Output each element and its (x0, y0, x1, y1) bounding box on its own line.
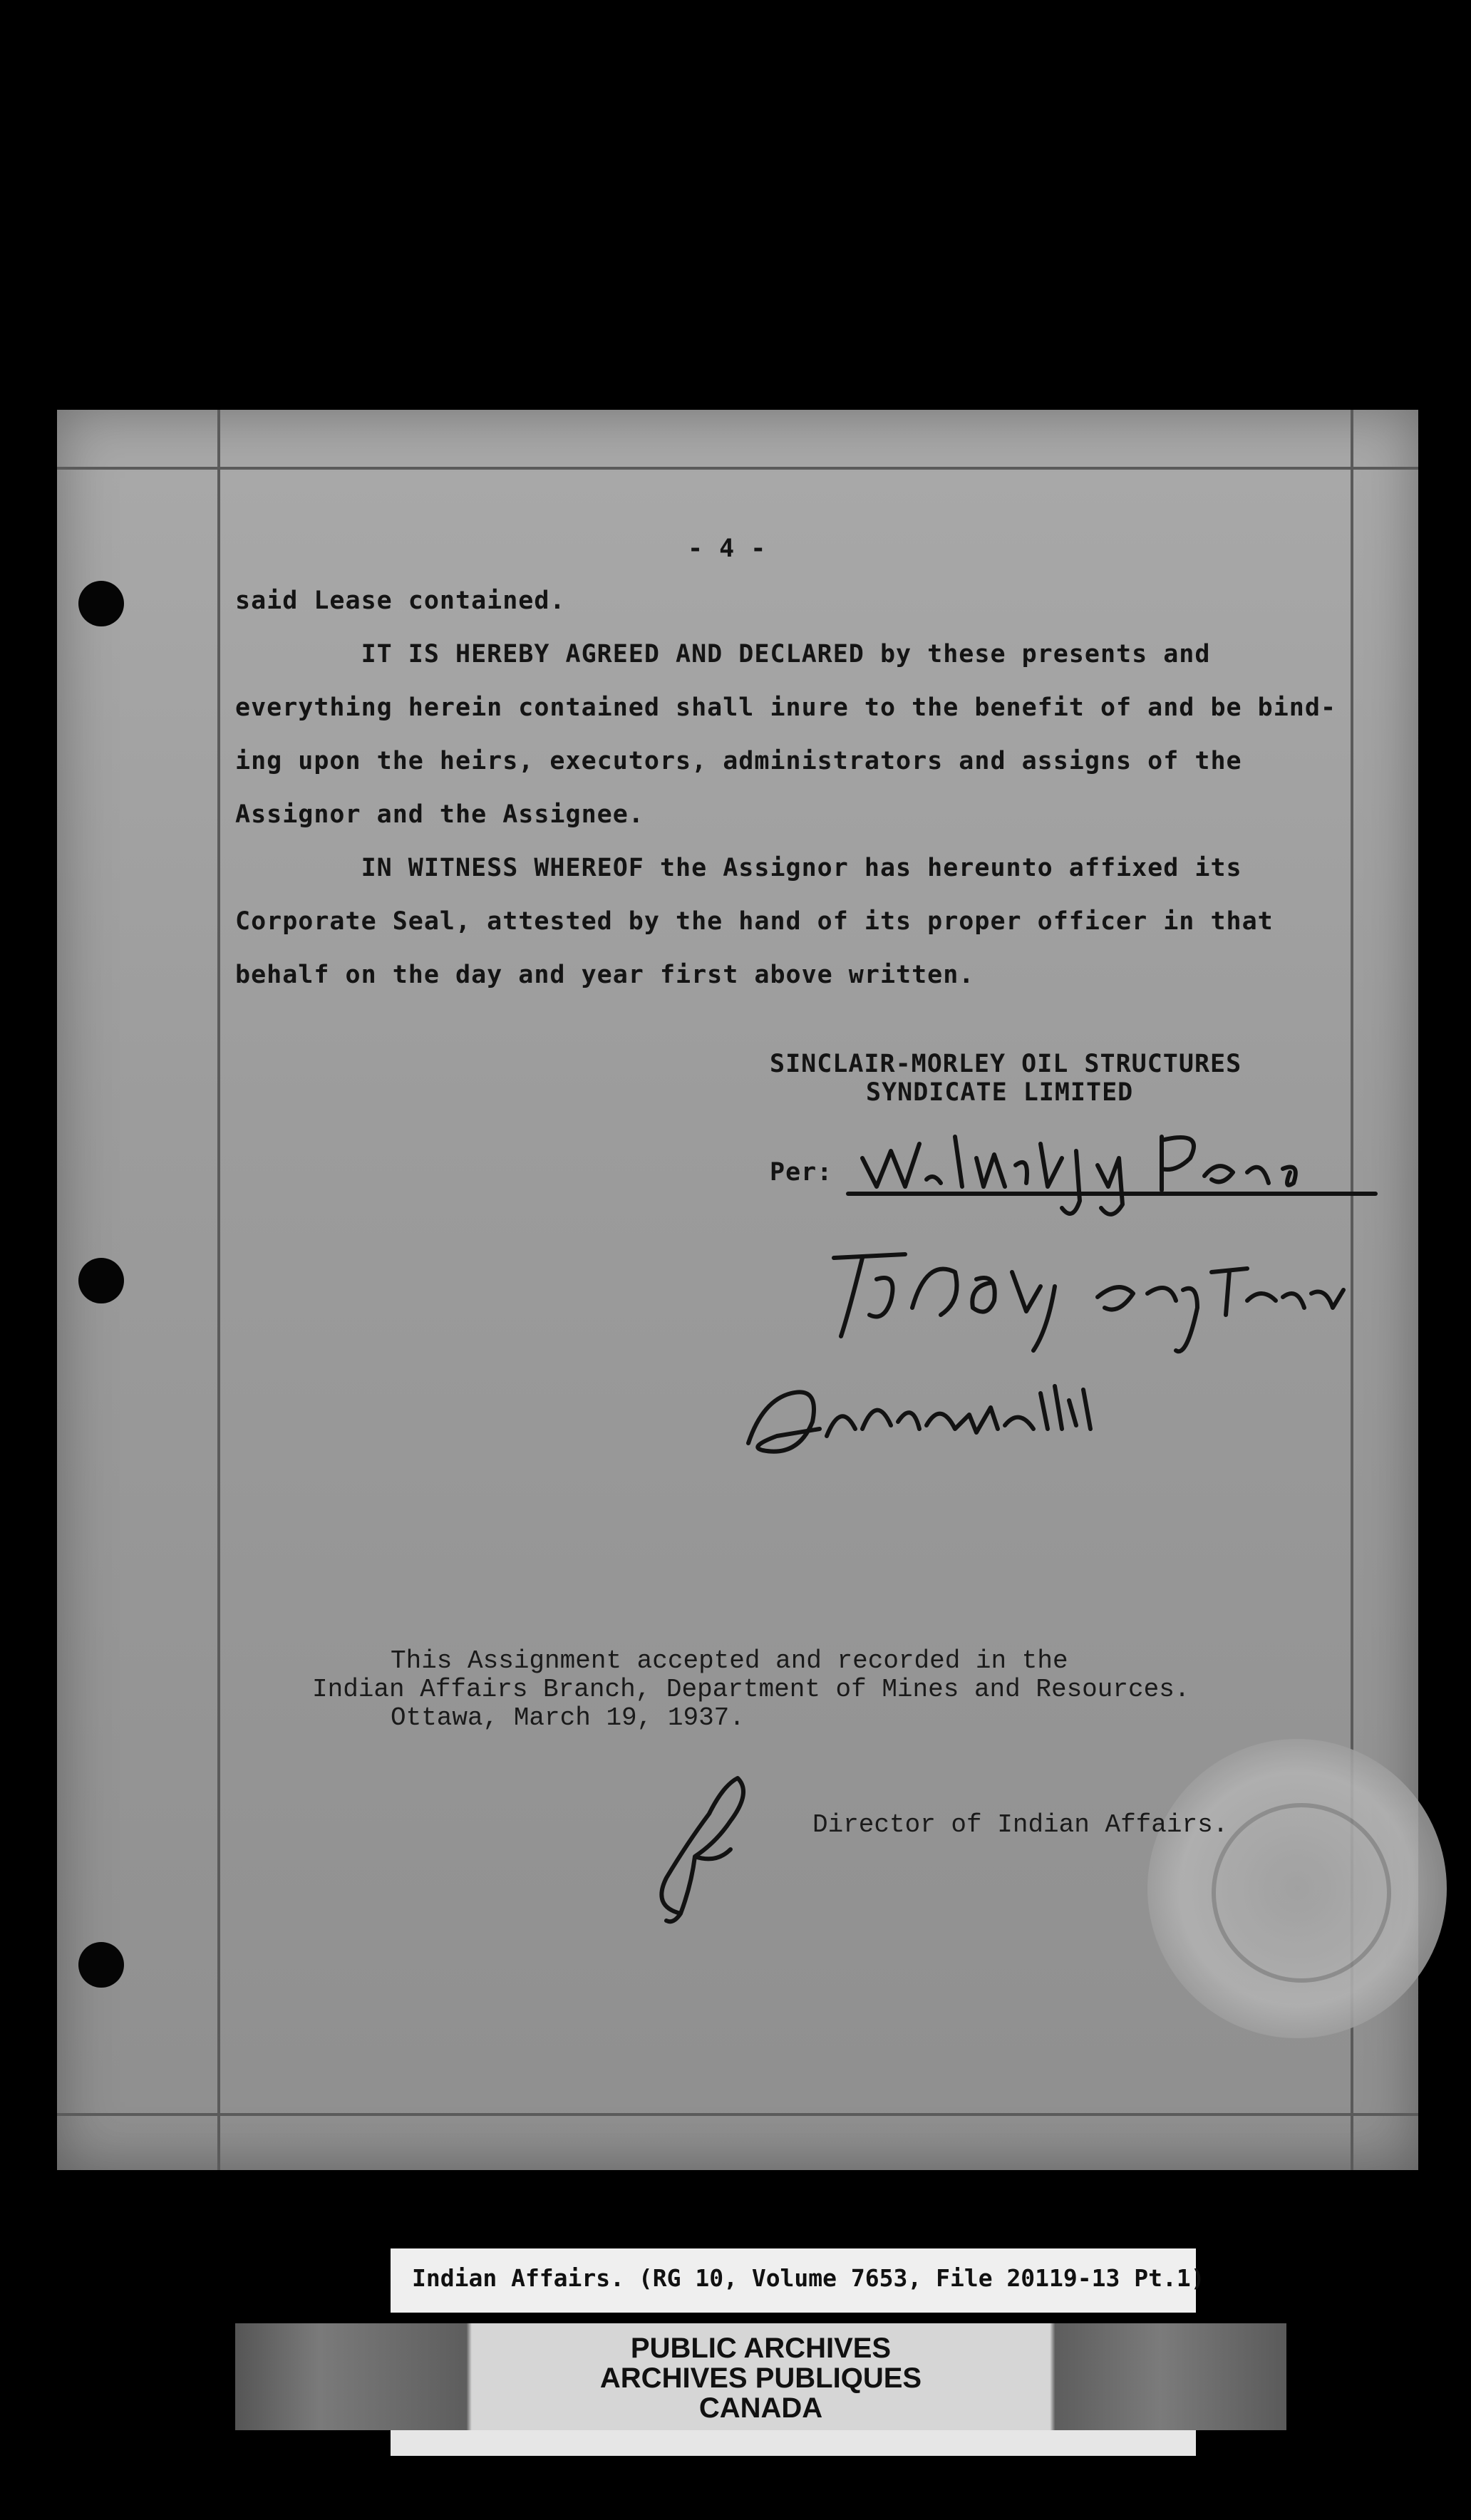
left-margin-rule (217, 410, 220, 2170)
document-page (57, 410, 1418, 2170)
punch-hole-top (78, 581, 124, 626)
body-line: everything herein contained shall inure to the benefit of and be bind- (235, 693, 1337, 722)
seal-inner-ring (1212, 1803, 1391, 1983)
company-name-line2: SYNDICATE LIMITED (866, 1078, 1134, 1107)
punch-hole-bottom (78, 1942, 124, 1988)
stamp-line-1: PUBLIC ARCHIVES (630, 2333, 892, 2364)
top-margin-rule (57, 467, 1418, 470)
per-label: Per: (770, 1158, 833, 1187)
body-line: ing upon the heirs, executors, administrators and assigns of the (235, 747, 1242, 775)
body-line: behalf on the day and year first above written. (235, 961, 975, 989)
director-initials-signature (609, 1771, 773, 1935)
body-line: said Lease contained. (235, 587, 566, 615)
archive-stamp-band (235, 2323, 1286, 2430)
body-line: Assignor and the Assignee. (235, 800, 644, 829)
body-line: IN WITNESS WHEREOF the Assignor has hereunto affixed its (235, 854, 1242, 882)
witness-signature (734, 1358, 1176, 1472)
acceptance-line-3: Ottawa, March 19, 1937. (391, 1703, 745, 1732)
bottom-margin-rule (57, 2113, 1418, 2116)
corporate-seal-embossed (1147, 1739, 1447, 2038)
stamp-line-3: CANADA (698, 2392, 823, 2424)
president-signature (834, 1115, 1390, 1215)
body-line: IT IS HEREBY AGREED AND DECLARED by these presents and (235, 640, 1211, 668)
page-number: - 4 - (688, 535, 767, 563)
company-name: SINCLAIR-MORLEY OIL STRUCTURES (770, 1050, 1242, 1078)
secretary-treasurer-signature (820, 1229, 1347, 1372)
punch-hole-middle (78, 1258, 124, 1303)
archive-reference-label (391, 2248, 1205, 2313)
stamp-line-2: ARCHIVES PUBLIQUES (599, 2362, 922, 2394)
acceptance-line-2: Indian Affairs Branch, Department of Mines and Resources. (312, 1675, 1190, 1704)
director-label: Director of Indian Affairs. (812, 1810, 1229, 1839)
body-line: Corporate Seal, attested by the hand of its proper officer in that (235, 907, 1274, 936)
acceptance-line-1: This Assignment accepted and recorded in the (391, 1646, 1068, 1675)
archive-label-bottom-strip (391, 2430, 1196, 2456)
archive-reference-text: Indian Affairs. (RG 10, Volume 7653, File 20119-13 Pt.1) (412, 2264, 1205, 2292)
